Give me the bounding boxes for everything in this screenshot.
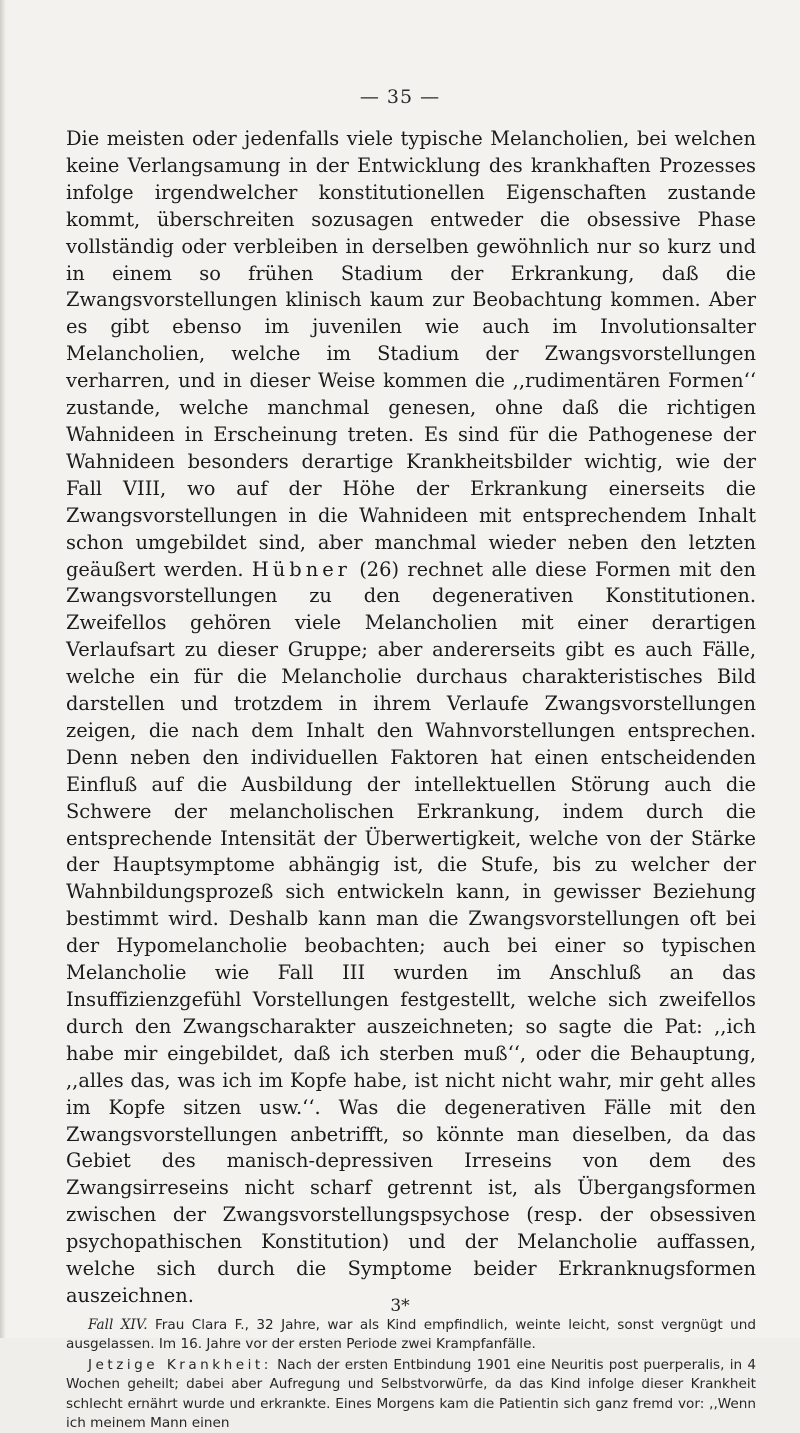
main-paragraph bbox=[66, 126, 756, 1310]
current-illness bbox=[66, 1356, 756, 1433]
main-paragraph-part-2: (26) rechnet alle diese Formen mit den Zwangsvorstellungen zu den degenerativen Konstitutionen. Zweifellos gehören viele Melancholien mit einer derartigen Verlaufsart zu dieser Gruppe; aber andererseits gibt es auch Fälle, welche ein für die Melancholie durchaus charakteristisches Bild darstellen und trotzdem in ihrem Verlaufe Zwangsvorstellungen zeigen, die nach dem Inhalt den Wahnvorstellungen entsprechen. Denn neben den individuellen Faktoren hat einen entscheidenden Einfluß auf die Ausbildung der intellektuellen Störung auch die Schwere der melancholischen Erkrankung, indem durch die entsprechende Intensität der Überwertigkeit, welche von der Stärke der Hauptsymptome abhängig ist, die Stufe, bis zu welcher der Wahnbildungsprozeß sich entwickeln kann, in gewisser Beziehung bestimmt wird. Deshalb kann man die Zwangsvorstellungen oft bei der Hypomelancholie beobachten; auch bei einer so typischen Melancholie wie Fall III wurden im Anschluß an das Insuffizienzgefühl Vorstellungen festgestellt, welche sich zweifellos durch den Zwangscharakter auszeichneten; so sagte die Pat: ,,ich habe mir eingebildet, daß ich sterben muß‘‘, oder die Behauptung, ,,alles das, was ich im Kopfe habe, ist nicht nicht wahr, mir geht alles im Kopfe sitzen usw.‘‘. Was die degenerativen Fälle mit den Zwangsvorstellungen anbetrifft, so könnte man dieselben, da das Gebiet des manisch-depressiven Irreseins von dem des Zwangsirreseins nicht scharf getrennt ist, als Übergangsformen zwischen der Zwangsvorstellungspsychose (resp. der obsessiven psychopathischen Konstitution) und der Melancholie auffassen, welche sich durch die Symptome beider Erkranknugsformen auszeichnen. bbox=[66, 557, 756, 1307]
case-text: Frau Clara F., 32 Jahre, war als Kind empfindlich, weinte leicht, sonst vergnügt und ausgelassen. Im 16. Jahre vor der ersten Periode zwei Krampfanfälle. bbox=[66, 1316, 756, 1353]
current-illness-text: Nach der ersten Entbindung 1901 eine Neuritis post puerperalis, in 4 Wochen geheilt; dabei aber Aufregung und Selbstvorwürfe, da das Kind infolge dieser Krankheit schlecht ernährt wurde und erkrankte. Eines Morgens kam die Patientin sich ganz fremd vor: ,,Wenn ich meinem Mann einen bbox=[66, 1357, 756, 1431]
author-name: Hübner bbox=[251, 557, 351, 581]
main-paragraph-part-1: Die meisten oder jedenfalls viele typische Melancholien, bei welchen keine Verlangsamung in der Entwicklung des krankhaften Prozesses infolge irgendwelcher konstitutionellen Eigenschaften zustande kommt, überschreiten sozusagen entweder die obsessive Phase vollständig oder verbleiben in derselben gewöhnlich nur so kurz und in einem so frühen Stadium der Erkrankung, daß die Zwangsvorstellungen klinisch kaum zur Beobachtung kommen. Aber es gibt ebenso im juvenilen wie auch im Involutionsalter Melancholien, welche im Stadium der Zwangsvorstellungen verharren, und in dieser Weise kommen die ,,rudimentären Formen‘‘ zustande, welche manchmal genesen, ohne daß die richtigen Wahnideen in Erscheinung treten. Es sind für die Pathogenese der Wahnideen besonders derartige Krankheitsbilder wichtig, wie der Fall VIII, wo auf der Höhe der Erkrankung einerseits die Zwangsvorstellungen in die Wahnideen mit entsprechendem Inhalt schon umgebildet sind, aber manchmal wieder neben den letzten geäußert werden. bbox=[66, 127, 756, 581]
case-history bbox=[66, 1316, 756, 1354]
page-edge-shadow bbox=[0, 0, 6, 1338]
case-label: Fall XIV. bbox=[88, 1316, 148, 1333]
body-text bbox=[66, 126, 756, 1433]
page-number: — 35 — bbox=[359, 86, 441, 108]
signature-mark: 3* bbox=[390, 1296, 410, 1316]
current-illness-label: Jetzige Krankheit: bbox=[88, 1357, 272, 1374]
